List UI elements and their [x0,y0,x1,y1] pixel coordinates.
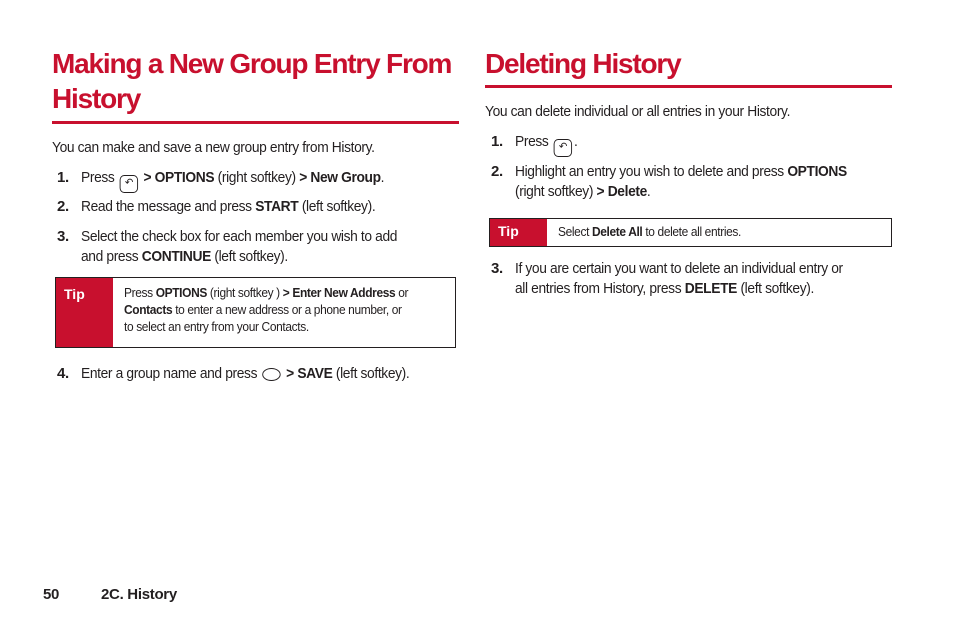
tip-text-part: or [398,285,409,300]
tip-text-part: Select [558,224,590,239]
step-text-part: Read the message and press [81,198,252,215]
step-text-part: (right softkey) [217,169,296,186]
tip-text [124,284,408,335]
step-text [81,364,409,384]
delete-all-label: Delete All [591,224,643,239]
step-number: 1. [491,133,503,150]
step-text-part: (left softkey). [335,365,410,382]
left-title-line2: History [52,83,141,114]
tip-text-part: to enter a new address or a phone number, or [175,302,402,317]
step-text-part: Press [81,169,115,186]
step-text [515,162,847,202]
step-text [515,259,843,299]
step-number: 2. [491,163,503,180]
new-group-label: > New Group [299,169,381,186]
step-number: 3. [57,228,69,245]
step-number: 4. [57,365,69,382]
step-text-part: . [646,183,651,200]
left-title-line1: Making a New Group Entry From [52,48,452,79]
step-text-part: all entries from History, press [515,280,682,297]
step-text [81,227,397,267]
step-text [81,197,375,217]
options-label: OPTIONS [787,163,847,180]
talk-key-icon: ↶ [554,139,572,157]
tip-text-part: to delete all entries. [645,224,741,239]
left-intro: You can make and save a new group entry from History. [52,139,375,156]
right-intro: You can delete individual or all entries in your History. [485,103,791,120]
step-text-part: . [573,133,578,150]
step-text-part: Highlight an entry you wish to delete and press [515,163,784,180]
tip-text-part: Press [124,285,153,300]
options-label: OPTIONS [155,285,207,300]
delete-label: DELETE [684,280,737,297]
step-text-part: Select the check box for each member you wish to add [81,228,398,245]
tip-label: Tip [490,219,547,246]
options-label: > OPTIONS [143,169,215,186]
tip-text [558,223,741,240]
step-text-part: If you are certain you want to delete an individual entry or [515,260,843,277]
left-title [52,46,472,116]
delete-label: > Delete [596,183,647,200]
menu-ok-key-icon [262,368,280,381]
step-text-part: (left softkey). [301,198,376,215]
tip-text-part: (right softkey ) [209,285,280,300]
step-text-part: (right softkey) [515,183,594,200]
step-text-part: (left softkey). [214,248,288,265]
right-title: Deleting History [485,48,681,79]
page-number: 50 [43,586,60,603]
step-number: 3. [491,260,503,277]
left-title-rule [52,121,459,124]
tip-label: Tip [56,278,113,347]
step-text-part: Enter a group name and press [81,365,258,382]
step-text [81,168,384,193]
start-label: START [255,198,299,215]
step-text-part: (left softkey). [740,280,814,297]
enter-new-address-label: > Enter New Address [282,285,396,300]
tip-text-part: to select an entry from your Contacts. [124,319,309,334]
contacts-label: Contacts [124,302,173,317]
step-text [515,132,577,157]
step-number: 2. [57,198,69,215]
save-label: > SAVE [286,365,333,382]
step-text-part: Press [515,133,549,150]
step-text-part: and press [81,248,139,265]
right-tip-box [489,218,892,247]
section-name: 2C. History [101,586,177,603]
talk-key-icon: ↶ [120,175,138,193]
step-text-part: . [380,169,385,186]
continue-label: CONTINUE [141,248,211,265]
right-title-rule [485,85,892,88]
step-number: 1. [57,169,69,186]
left-tip-box [55,277,456,348]
